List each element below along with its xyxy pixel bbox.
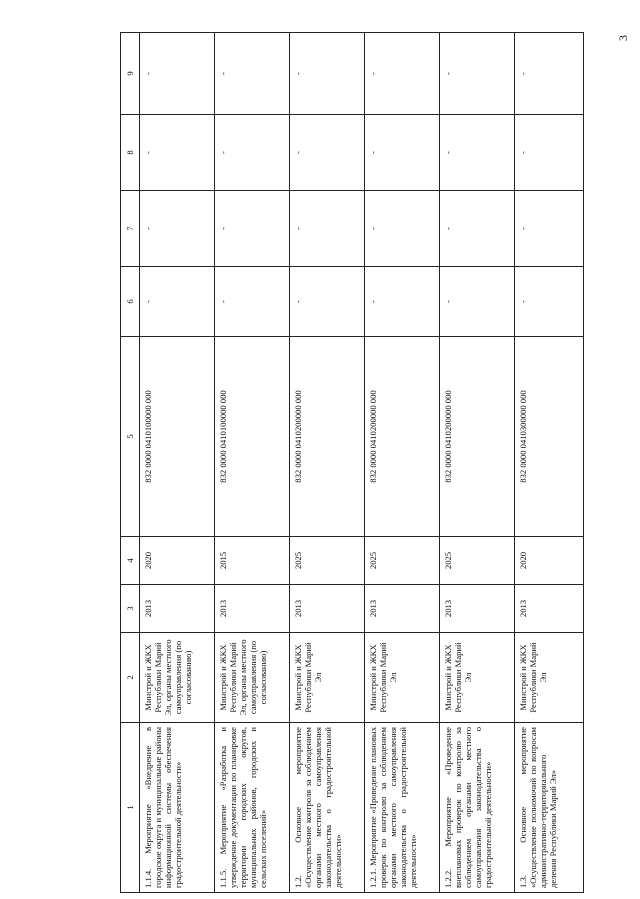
value-cell: - (440, 33, 515, 115)
value-cell: - (365, 191, 440, 267)
value-cell: - (440, 115, 515, 191)
start-year-cell: 2013 (440, 585, 515, 633)
value-cell: - (140, 33, 215, 115)
end-year-cell: 2025 (440, 537, 515, 585)
activity-name-cell: 1.3. Основное мероприятие «Осуществление полномочий по вопросам административно-территориального деления Республики Марий Эл» (515, 723, 584, 893)
column-header: 7 (121, 191, 140, 267)
start-year-cell: 2013 (515, 585, 584, 633)
value-cell: - (515, 267, 584, 337)
value-cell: - (290, 115, 365, 191)
column-header: 6 (121, 267, 140, 337)
activity-name-cell: 1.2.1. Мероприятие «Проведение плановых проверок по контролю за соблюдением органами местного самоуправления законодательства о градостроительной деятельности» (365, 723, 440, 893)
value-cell: - (140, 191, 215, 267)
column-header: 3 (121, 585, 140, 633)
budget-code-cell: 832 0000 0410300000 000 (515, 337, 584, 537)
column-header: 8 (121, 115, 140, 191)
table-row (365, 33, 440, 893)
end-year-cell: 2025 (290, 537, 365, 585)
value-cell: - (515, 33, 584, 115)
value-cell: - (440, 267, 515, 337)
value-cell: - (140, 115, 215, 191)
value-cell: - (440, 191, 515, 267)
value-cell: - (365, 33, 440, 115)
executor-cell: Минстрой и ЖКХ Республики Марий Эл, органы местного самоуправления (по согласованию) (215, 633, 290, 723)
value-cell: - (215, 33, 290, 115)
executor-cell: Минстрой и ЖКХ Республики Марий Эл (440, 633, 515, 723)
start-year-cell: 2013 (140, 585, 215, 633)
activity-name-cell: 1.2. Основное мероприятие «Осуществление контроля за соблюдением органами местного самоуправления законодательства о градостроительной деятельности» (290, 723, 365, 893)
budget-code-cell: 832 0000 0410100000 000 (140, 337, 215, 537)
end-year-cell: 2025 (365, 537, 440, 585)
budget-code-cell: 832 0000 0410200000 000 (440, 337, 515, 537)
value-cell: - (365, 115, 440, 191)
executor-cell: Минстрой и ЖКХ Республики Марий Эл (290, 633, 365, 723)
budget-code-cell: 832 0000 0410200000 000 (365, 337, 440, 537)
end-year-cell: 2015 (215, 537, 290, 585)
value-cell: - (290, 33, 365, 115)
table-row (140, 33, 215, 893)
program-activities-table (120, 32, 584, 893)
table-header-row (121, 33, 140, 893)
value-cell: - (290, 191, 365, 267)
value-cell: - (515, 191, 584, 267)
column-header: 9 (121, 33, 140, 115)
activity-name-cell: 1.1.5. Мероприятие «Разработка и утверждение документации по планировке территории городских округов, муниципальных районов, городских и сельских поселений» (215, 723, 290, 893)
executor-cell: Минстрой и ЖКХ Республики Марий Эл (515, 633, 584, 723)
value-cell: - (365, 267, 440, 337)
value-cell: - (290, 267, 365, 337)
start-year-cell: 2013 (215, 585, 290, 633)
activity-name-cell: 1.1.4. Мероприятие «Внедрение в городские округа и муниципальные районы информационной системы обеспечения градостроительной деятельности» (140, 723, 215, 893)
end-year-cell: 2020 (515, 537, 584, 585)
start-year-cell: 2013 (290, 585, 365, 633)
start-year-cell: 2013 (365, 585, 440, 633)
value-cell: - (215, 115, 290, 191)
column-header: 2 (121, 633, 140, 723)
page-number: 3 (616, 35, 630, 41)
executor-cell: Минстрой и ЖКХ Республики Марий Эл (365, 633, 440, 723)
value-cell: - (215, 267, 290, 337)
end-year-cell: 2020 (140, 537, 215, 585)
budget-code-cell: 832 0000 0410100000 000 (215, 337, 290, 537)
executor-cell: Минстрой и ЖКХ Республики Марий Эл, органы местного самоуправления (по согласованию) (140, 633, 215, 723)
activity-name-cell: 1.2.2. Мероприятие «Проведение внеплановых проверок по контролю за соблюдением органами местного самоуправления законодательства о градостроительной деятельности» (440, 723, 515, 893)
column-header: 1 (121, 723, 140, 893)
value-cell: - (215, 191, 290, 267)
value-cell: - (140, 267, 215, 337)
table-row (440, 33, 515, 893)
column-header: 4 (121, 537, 140, 585)
rotated-page-content (120, 33, 640, 893)
table-row (515, 33, 584, 893)
budget-code-cell: 832 0000 0410200000 000 (290, 337, 365, 537)
value-cell: - (515, 115, 584, 191)
table-row (215, 33, 290, 893)
column-header: 5 (121, 337, 140, 537)
table-row (290, 33, 365, 893)
